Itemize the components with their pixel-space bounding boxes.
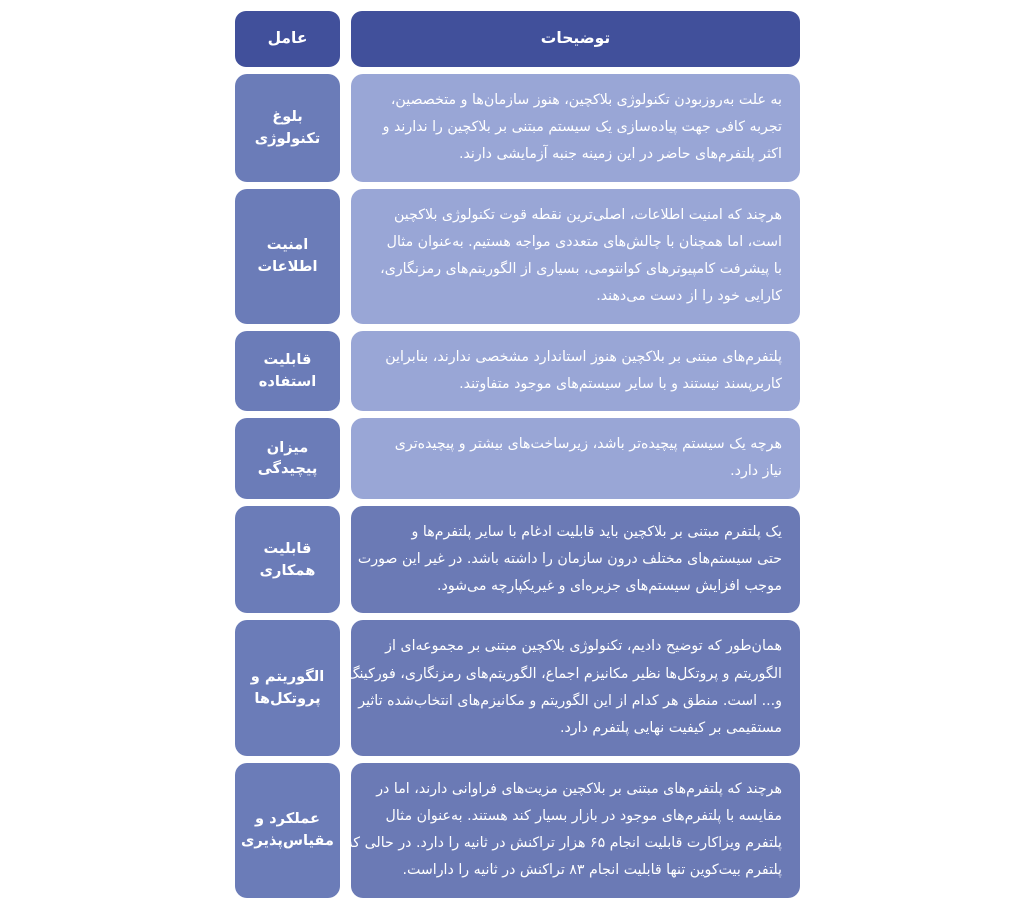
row-factor-cell: الگوریتم و پروتکل‌ها xyxy=(235,620,340,755)
description-line: حتی سیستم‌های مختلف درون سازمان را داشته باشد. در غیر این صورت xyxy=(357,550,782,567)
description-line: با پیشرفت کامپیوترهای کوانتومی، بسیاری از الگوریتم‌های رمزنگاری، xyxy=(380,261,782,278)
description-line: اکثر پلتفرم‌های حاضر در این زمینه جنبه آزمایشی دارند. xyxy=(458,146,782,163)
description-line: کارایی خود را از دست می‌دهند. xyxy=(596,288,782,305)
row-description-cell xyxy=(345,763,800,898)
row-factor-cell: میزان پیچیدگی xyxy=(235,418,340,499)
description-line: تجربه کافی جهت پیاده‌سازی یک سیستم مبتنی بر بلاکچین را ندارند و xyxy=(382,119,782,136)
description-line: الگوریتم و پروتکل‌ها نظیر مکانیزم اجماع، الگوریتم‌های رمزنگاری، فورکینگ xyxy=(346,665,782,682)
header-cell-description: توضیحات xyxy=(351,11,800,67)
description-line: موجب افزایش سیستم‌های جزیره‌ای و غیریکپارچه می‌شود. xyxy=(437,578,782,595)
table-row xyxy=(235,189,800,324)
description-line: مستقیمی بر کیفیت نهایی پلتفرم دارد. xyxy=(559,720,782,737)
table-row xyxy=(235,506,800,614)
description-line: هرچه یک سیستم پیچیده‌تر باشد، زیرساخت‌های بیشتر و پیچیده‌تری xyxy=(394,436,782,453)
description-line: هرچند که امنیت اطلاعات، اصلی‌ترین نقطه قوت تکنولوژی بلاکچین xyxy=(394,206,782,223)
description-line: نیاز دارد. xyxy=(730,463,782,480)
description-line: و... است. منطق هر کدام از این الگوریتم و مکانیزم‌های انتخاب‌شده تاثیر xyxy=(358,693,782,709)
row-factor-cell: قابلیت همکاری xyxy=(235,506,340,614)
row-description-cell xyxy=(351,74,800,182)
description-line: به علت به‌روزبودن تکنولوژی بلاکچین، هنوز سازمان‌ها و متخصصین، xyxy=(390,91,782,108)
table-row xyxy=(235,620,800,755)
row-factor-cell: بلوغ تکنولوژی xyxy=(235,74,340,182)
description-line: پلتفرم ویزاکارت قابلیت انجام ۶۵ هزار تراکنش در ثانیه را دارد. در حالی که xyxy=(345,835,782,852)
table-row xyxy=(235,74,800,182)
table-header-row xyxy=(235,11,800,67)
description-line: یک پلتفرم مبتنی بر بلاکچین باید قابلیت ادغام با سایر پلتفرم‌ها و xyxy=(411,523,782,540)
description-line: مقایسه با پلتفرم‌های موجود در بازار بسیار کند هستند. به‌عنوان مثال xyxy=(385,807,782,824)
description-line: پلتفرم بیت‌کوین تنها قابلیت انجام ۸۳ تراکنش در ثانیه را داراست. xyxy=(402,862,782,879)
row-description-cell xyxy=(351,331,800,412)
row-factor-cell: عملکرد و مقیاس‌پذیری xyxy=(235,763,340,898)
table-row xyxy=(235,331,800,412)
row-factor-cell: امنیت اطلاعات xyxy=(235,189,340,324)
header-cell-factor: عامل xyxy=(235,11,340,67)
description-line: پلتفرم‌های مبتنی بر بلاکچین هنوز استاندارد مشخصی ندارند، بنابراین xyxy=(385,348,782,365)
row-description-cell xyxy=(351,418,800,499)
description-line: همان‌طور که توضیح دادیم، تکنولوژی بلاکچین مبتنی بر مجموعه‌ای از xyxy=(385,638,782,655)
description-line: است، اما همچنان با چالش‌های متعددی مواجه هستیم. به‌عنوان مثال xyxy=(386,233,782,250)
row-factor-cell: قابلیت استفاده xyxy=(235,331,340,412)
row-description-cell xyxy=(346,620,800,755)
table-row xyxy=(235,763,800,898)
table-row xyxy=(235,418,800,499)
description-line: هرچند که پلتفرم‌های مبتنی بر بلاکچین مزیت‌های فراوانی دارند، اما در xyxy=(376,780,782,797)
row-description-cell xyxy=(351,506,800,614)
factors-table xyxy=(235,11,800,898)
row-description-cell xyxy=(351,189,800,324)
description-line: کاربرپسند نیستند و با سایر سیستم‌های موجود متفاوتند. xyxy=(459,375,782,392)
